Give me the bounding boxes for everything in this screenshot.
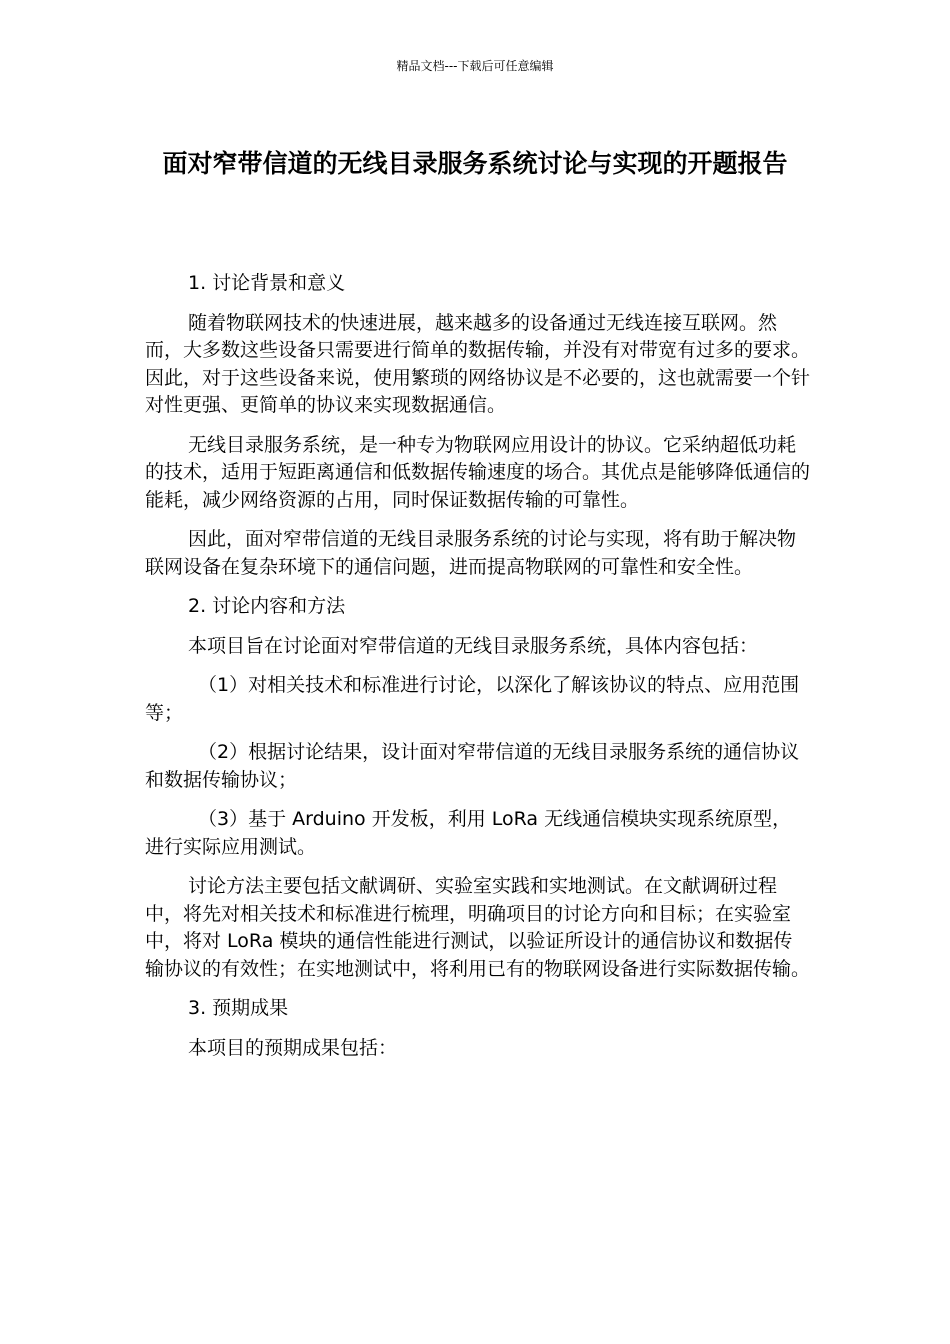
- list-item: （3）基于 Arduino 开发板，利用 LoRa 无线通信模块实现系统原型，进行实际应用测试。: [145, 808, 792, 858]
- paragraph: 因此，面对窄带信道的无线目录服务系统的讨论与实现，将有助于解决物联网设备在复杂环境下的通信问题，进而提高物联网的可靠性和安全性。: [145, 528, 797, 578]
- section-heading-content-methods: 2. 讨论内容和方法: [188, 595, 346, 617]
- section-heading-expected-results: 3. 预期成果: [188, 997, 289, 1019]
- paragraph: 讨论方法主要包括文献调研、实验室实践和实地测试。在文献调研过程中，将先对相关技术和标准进行梳理，明确项目的讨论方向和目标；在实验室中，将对 LoRa 模块的通信性能进行测试，以验证所设计的通信协议和数据传输协议的有效性；在实地测试中，将利用已有的物联网设备进行实际数据传输。: [145, 875, 811, 980]
- list-item: （1）对相关技术和标准进行讨论，以深化了解该协议的特点、应用范围等；: [145, 674, 800, 724]
- section-heading-background: 1. 讨论背景和意义: [188, 272, 346, 294]
- paragraph: 随着物联网技术的快速进展，越来越多的设备通过无线连接互联网。然而，大多数这些设备只需要进行简单的数据传输，并没有对带宽有过多的要求。因此，对于这些设备来说，使用繁琐的网络协议是不必要的，这也就需要一个针对性更强、更简单的协议来实现数据通信。: [145, 311, 811, 416]
- paragraph: 无线目录服务系统，是一种专为物联网应用设计的协议。它采纳超低功耗的技术，适用于短距离通信和低数据传输速度的场合。其优点是能够降低通信的能耗，减少网络资源的占用，同时保证数据传输的可靠性。: [145, 433, 811, 511]
- list-item: （2）根据讨论结果，设计面对窄带信道的无线目录服务系统的通信协议和数据传输协议；: [145, 741, 800, 791]
- paragraph: 本项目的预期成果包括：: [188, 1036, 398, 1059]
- paragraph: 本项目旨在讨论面对窄带信道的无线目录服务系统，具体内容包括：: [188, 634, 759, 657]
- document-title: 面对窄带信道的无线目录服务系统讨论与实现的开题报告: [162, 149, 788, 178]
- header-note: 精品文档---下载后可任意编辑: [396, 59, 554, 73]
- document-body: [145, 270, 810, 1074]
